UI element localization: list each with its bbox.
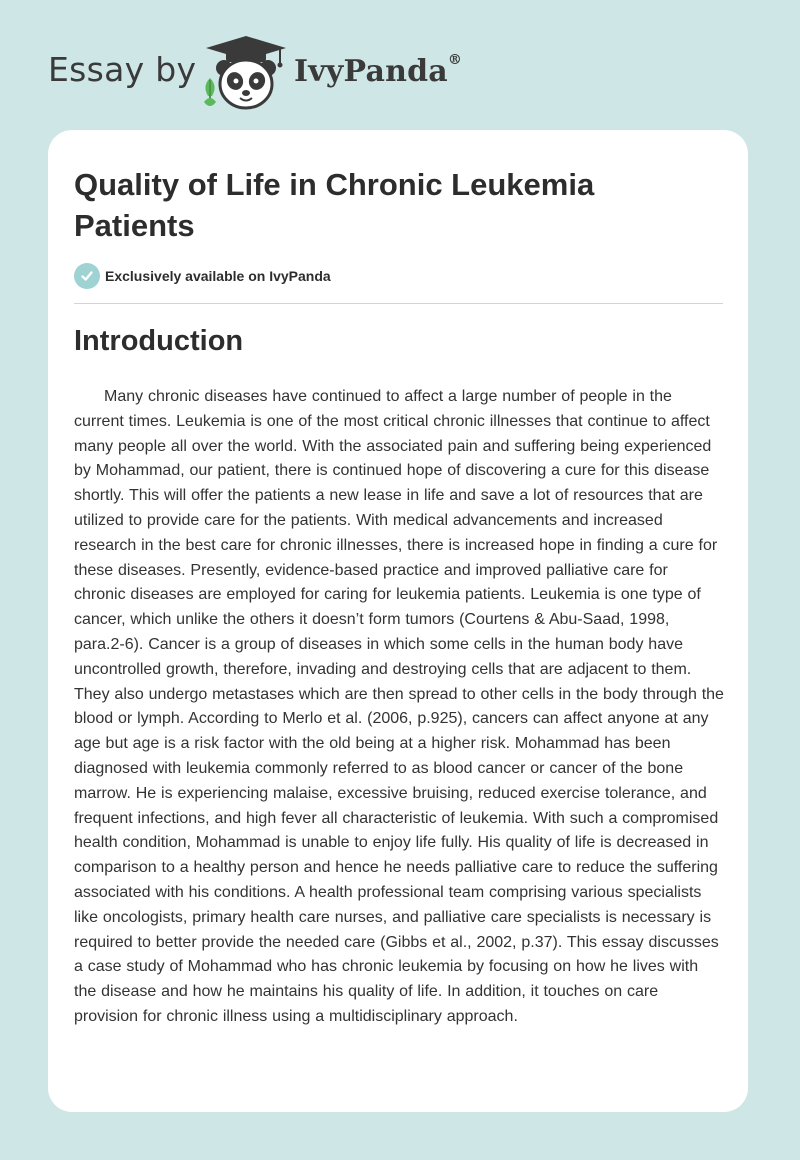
- essay-card: [48, 130, 748, 1112]
- exclusive-label: Exclusively available on IvyPanda: [105, 268, 331, 284]
- exclusive-notice: [74, 263, 331, 289]
- divider: [74, 303, 723, 304]
- check-icon: [74, 263, 100, 289]
- introduction-paragraph: Many chronic diseases have continued to affect a large number of people in the current times. Leukemia is one of the most critical chronic illnesses that continue to affect many people all over the world. With the associated pain and suffering being experienced by Mohammad, our patient, there is continued hope of discovering a cure for this disease shortly. This will offer the patients a new lease in life and save a lot of resources that are utilized to provide care for the patients. With medical advancements and increased research in the best care for chronic illnesses, there is increased hope in finding a cure for these diseases. Presently, evidence-based practice and improved palliative care for chronic diseases are employed for caring for leukemia patients. Leukemia is one type of cancer, which unlike the others it doesn’t form tumors (Courtens & Abu-Saad, 1998, para.2-6). Cancer is a group of diseases in which some cells in the human body have uncontrolled growth, therefore, invading and destroying cells that are adjacent to them. They also undergo metastases which are then spread to other cells in the body through the blood or lymph. According to Merlo et al. (2006, p.925), cancers can affect anyone at any age but age is a risk factor with the old being at a higher risk. Mohammad has been diagnosed with leukemia commonly referred to as blood cancer or cancer of the bone marrow. He is experiencing malaise, excessive bruising, reduced exercise tolerance, and frequent infections, and high fever all characteristic of leukemia. With such a compromised health condition, Mohammad is unable to enjoy life fully. His quality of life is decreased in comparison to a healthy person and hence he needs palliative care to reduce the suffering associated with his conditions. A health professional team comprising various specialists like oncologists, primary health care nurses, and palliative care specialists is necessary is required to better provide the needed care (Gibbs et al., 2002, p.37). This essay discusses a case study of Mohammad who has chronic leukemia by focusing on how he lives with the disease and how he maintains his quality of life. In addition, it touches on care provision for chronic illness using a multidisciplinary approach.: [74, 388, 724, 1025]
- brand-name[interactable]: [294, 54, 462, 89]
- registered-mark: ®: [447, 52, 463, 68]
- essay-by-label: Essay by: [48, 50, 197, 89]
- section-heading-introduction: Introduction: [74, 325, 244, 357]
- panda-graduate-logo-icon[interactable]: [200, 34, 292, 110]
- essay-title: Quality of Life in Chronic Leukemia Patients: [74, 167, 595, 243]
- brand-name-text: IvyPanda: [294, 54, 448, 89]
- site-header: [0, 0, 800, 120]
